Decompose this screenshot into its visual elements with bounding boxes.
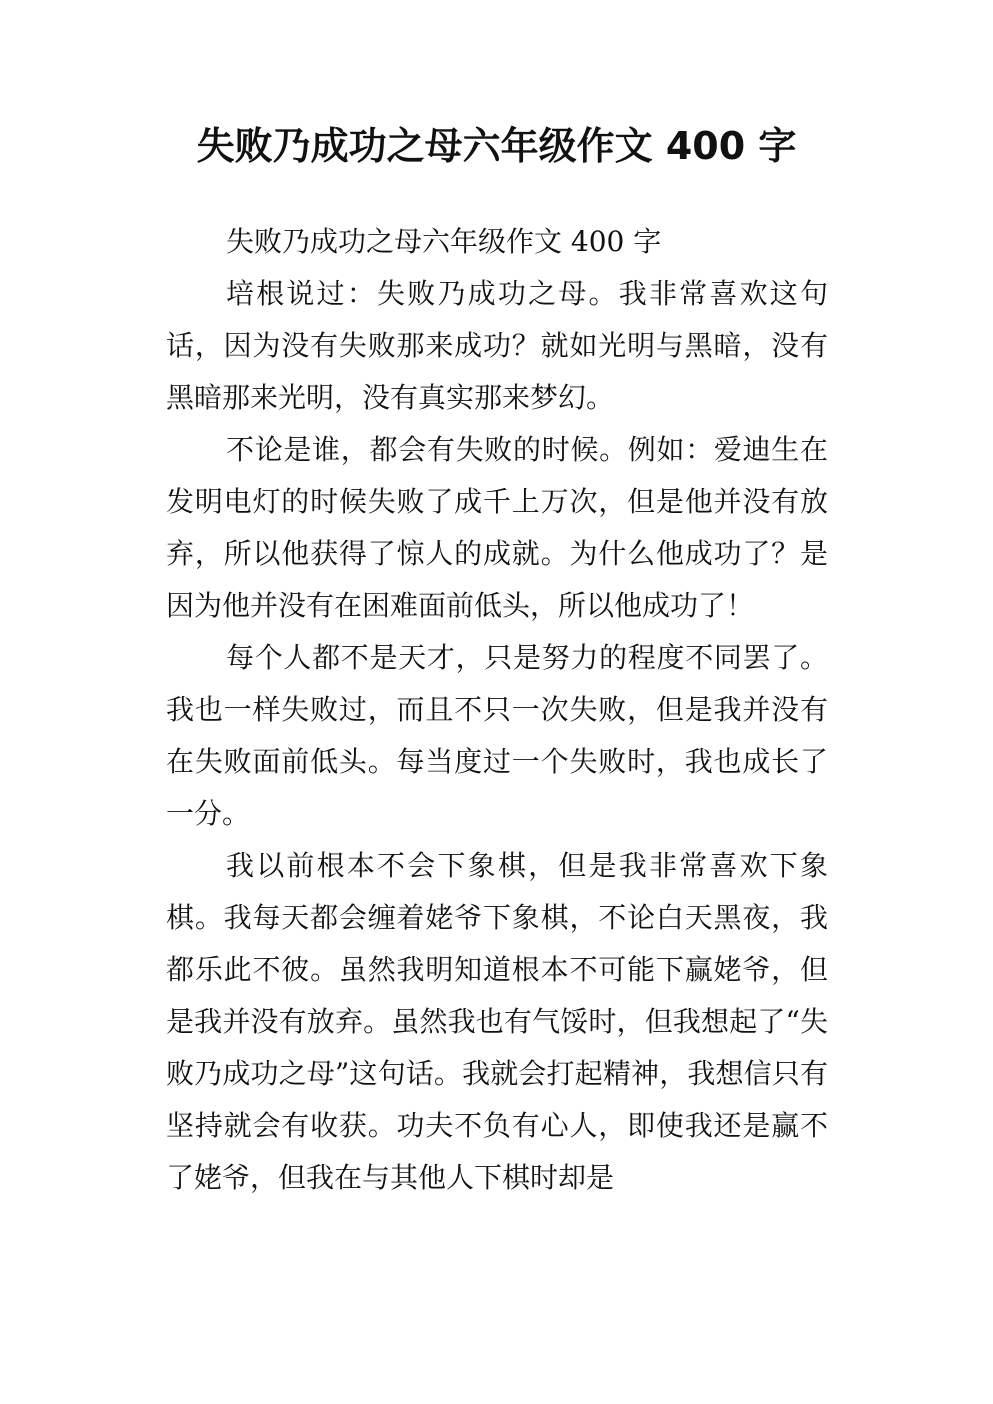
document-body: [166, 216, 828, 1204]
paragraph-3: 每个人都不是天才，只是努力的程度不同罢了。我也一样失败过，而且不只一次失败，但是我并没有在失败面前低头。每当度过一个失败时，我也成长了一分。: [166, 641, 828, 830]
paragraph-heading-repeat: 失败乃成功之母六年级作文 400 字: [226, 225, 662, 258]
paragraph-4: 我以前根本不会下象棋，但是我非常喜欢下象棋。我每天都会缠着姥爷下象棋，不论白天黑夜，我都乐此不彼。虽然我明知道根本不可能下赢姥爷，但是我并没有放弃。虽然我也有气馁时，但我想起了“失败乃成功之母”这句话。我就会打起精神，我想信只有坚持就会有收获。功夫不负有心人，即使我还是赢不了姥爷，但我在与其他人下棋时却是: [166, 849, 828, 1194]
paragraph-1: 培根说过：失败乃成功之母。我非常喜欢这句话，因为没有失败那来成功？就如光明与黑暗，没有黑暗那来光明，没有真实那来梦幻。: [166, 277, 828, 414]
paragraph-2: 不论是谁，都会有失败的时候。例如：爱迪生在发明电灯的时候失败了成千上万次，但是他并没有放弃，所以他获得了惊人的成就。为什么他成功了？是因为他并没有在困难面前低头，所以他成功了！: [166, 433, 828, 622]
document-title: 失败乃成功之母六年级作文 400 字: [196, 124, 797, 168]
